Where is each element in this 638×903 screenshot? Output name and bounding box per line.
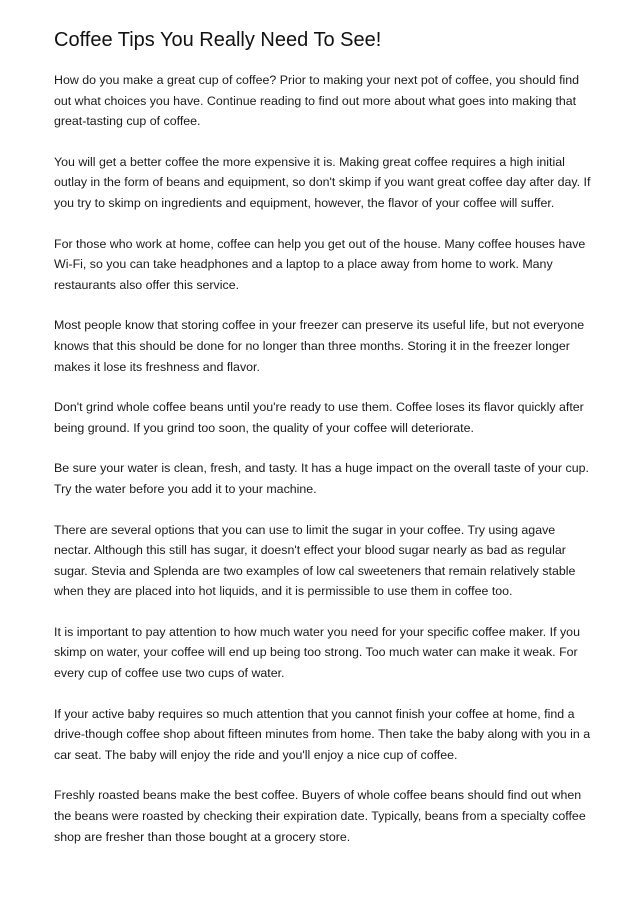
paragraph-9: If your active baby requires so much attention that you cannot finish your coffee at home, find a drive-though coffee shop about fifteen minutes from home. Then take the baby along with you in a car seat. The baby will enjoy the ride and you'll enjoy a nice cup of coffee. — [54, 706, 591, 762]
page-title: Coffee Tips You Really Need To See! — [54, 29, 382, 51]
paragraph-2: You will get a better coffee the more expensive it is. Making great coffee requires a high initial outlay in the form of beans and equipment, so don't skimp if you want great coffee day after day. If you try to skimp on ingredients and equipment, however, the flavor of your coffee will suffer. — [54, 154, 591, 210]
paragraph-4: Most people know that storing coffee in your freezer can preserve its useful life, but not everyone knows that this should be done for no longer than three months. Storing it in the freezer longer makes it lose its freshness and flavor. — [54, 318, 585, 374]
paragraph-8: It is important to pay attention to how much water you need for your specific coffee maker. If you skimp on water, your coffee will end up being too strong. Too much water can make it weak. For every cup of coffee use two cups of water. — [54, 624, 580, 681]
paragraph-10: Freshly roasted beans make the best coffee. Buyers of whole coffee beans should find out when the beans were roasted by checking their expiration date. Typically, beans from a specialty coffee shop are fresher than those bought at a grocery store. — [54, 788, 586, 844]
paragraph-5: Don't grind whole coffee beans until you're ready to use them. Coffee loses its flavor quickly after being ground. If you grind too soon, the quality of your coffee will deteriorate. — [54, 400, 584, 435]
document-page — [54, 27, 594, 867]
paragraph-3: For those who work at home, coffee can help you get out of the house. Many coffee houses have Wi-Fi, so you can take headphones and a laptop to a place away from home to work. Many restaurants also offer this service. — [54, 236, 586, 292]
paragraph-6: Be sure your water is clean, fresh, and tasty. It has a huge impact on the overall taste of your cup. Try the water before you add it to your machine. — [54, 461, 589, 496]
paragraph-7: There are several options that you can use to limit the sugar in your coffee. Try using agave nectar. Although this still has sugar, it doesn't effect your blood sugar nearly as bad as regular sugar. Stevia and Splenda are two examples of low cal sweeteners that remain relatively stable when they are placed into hot liquids, and it is permissible to use them in coffee too. — [54, 522, 576, 599]
paragraph-1: How do you make a great cup of coffee? Prior to making your next pot of coffee, you should find out what choices you have. Continue reading to find out more about what goes into making that great-tasting cup of coffee. — [54, 73, 580, 129]
